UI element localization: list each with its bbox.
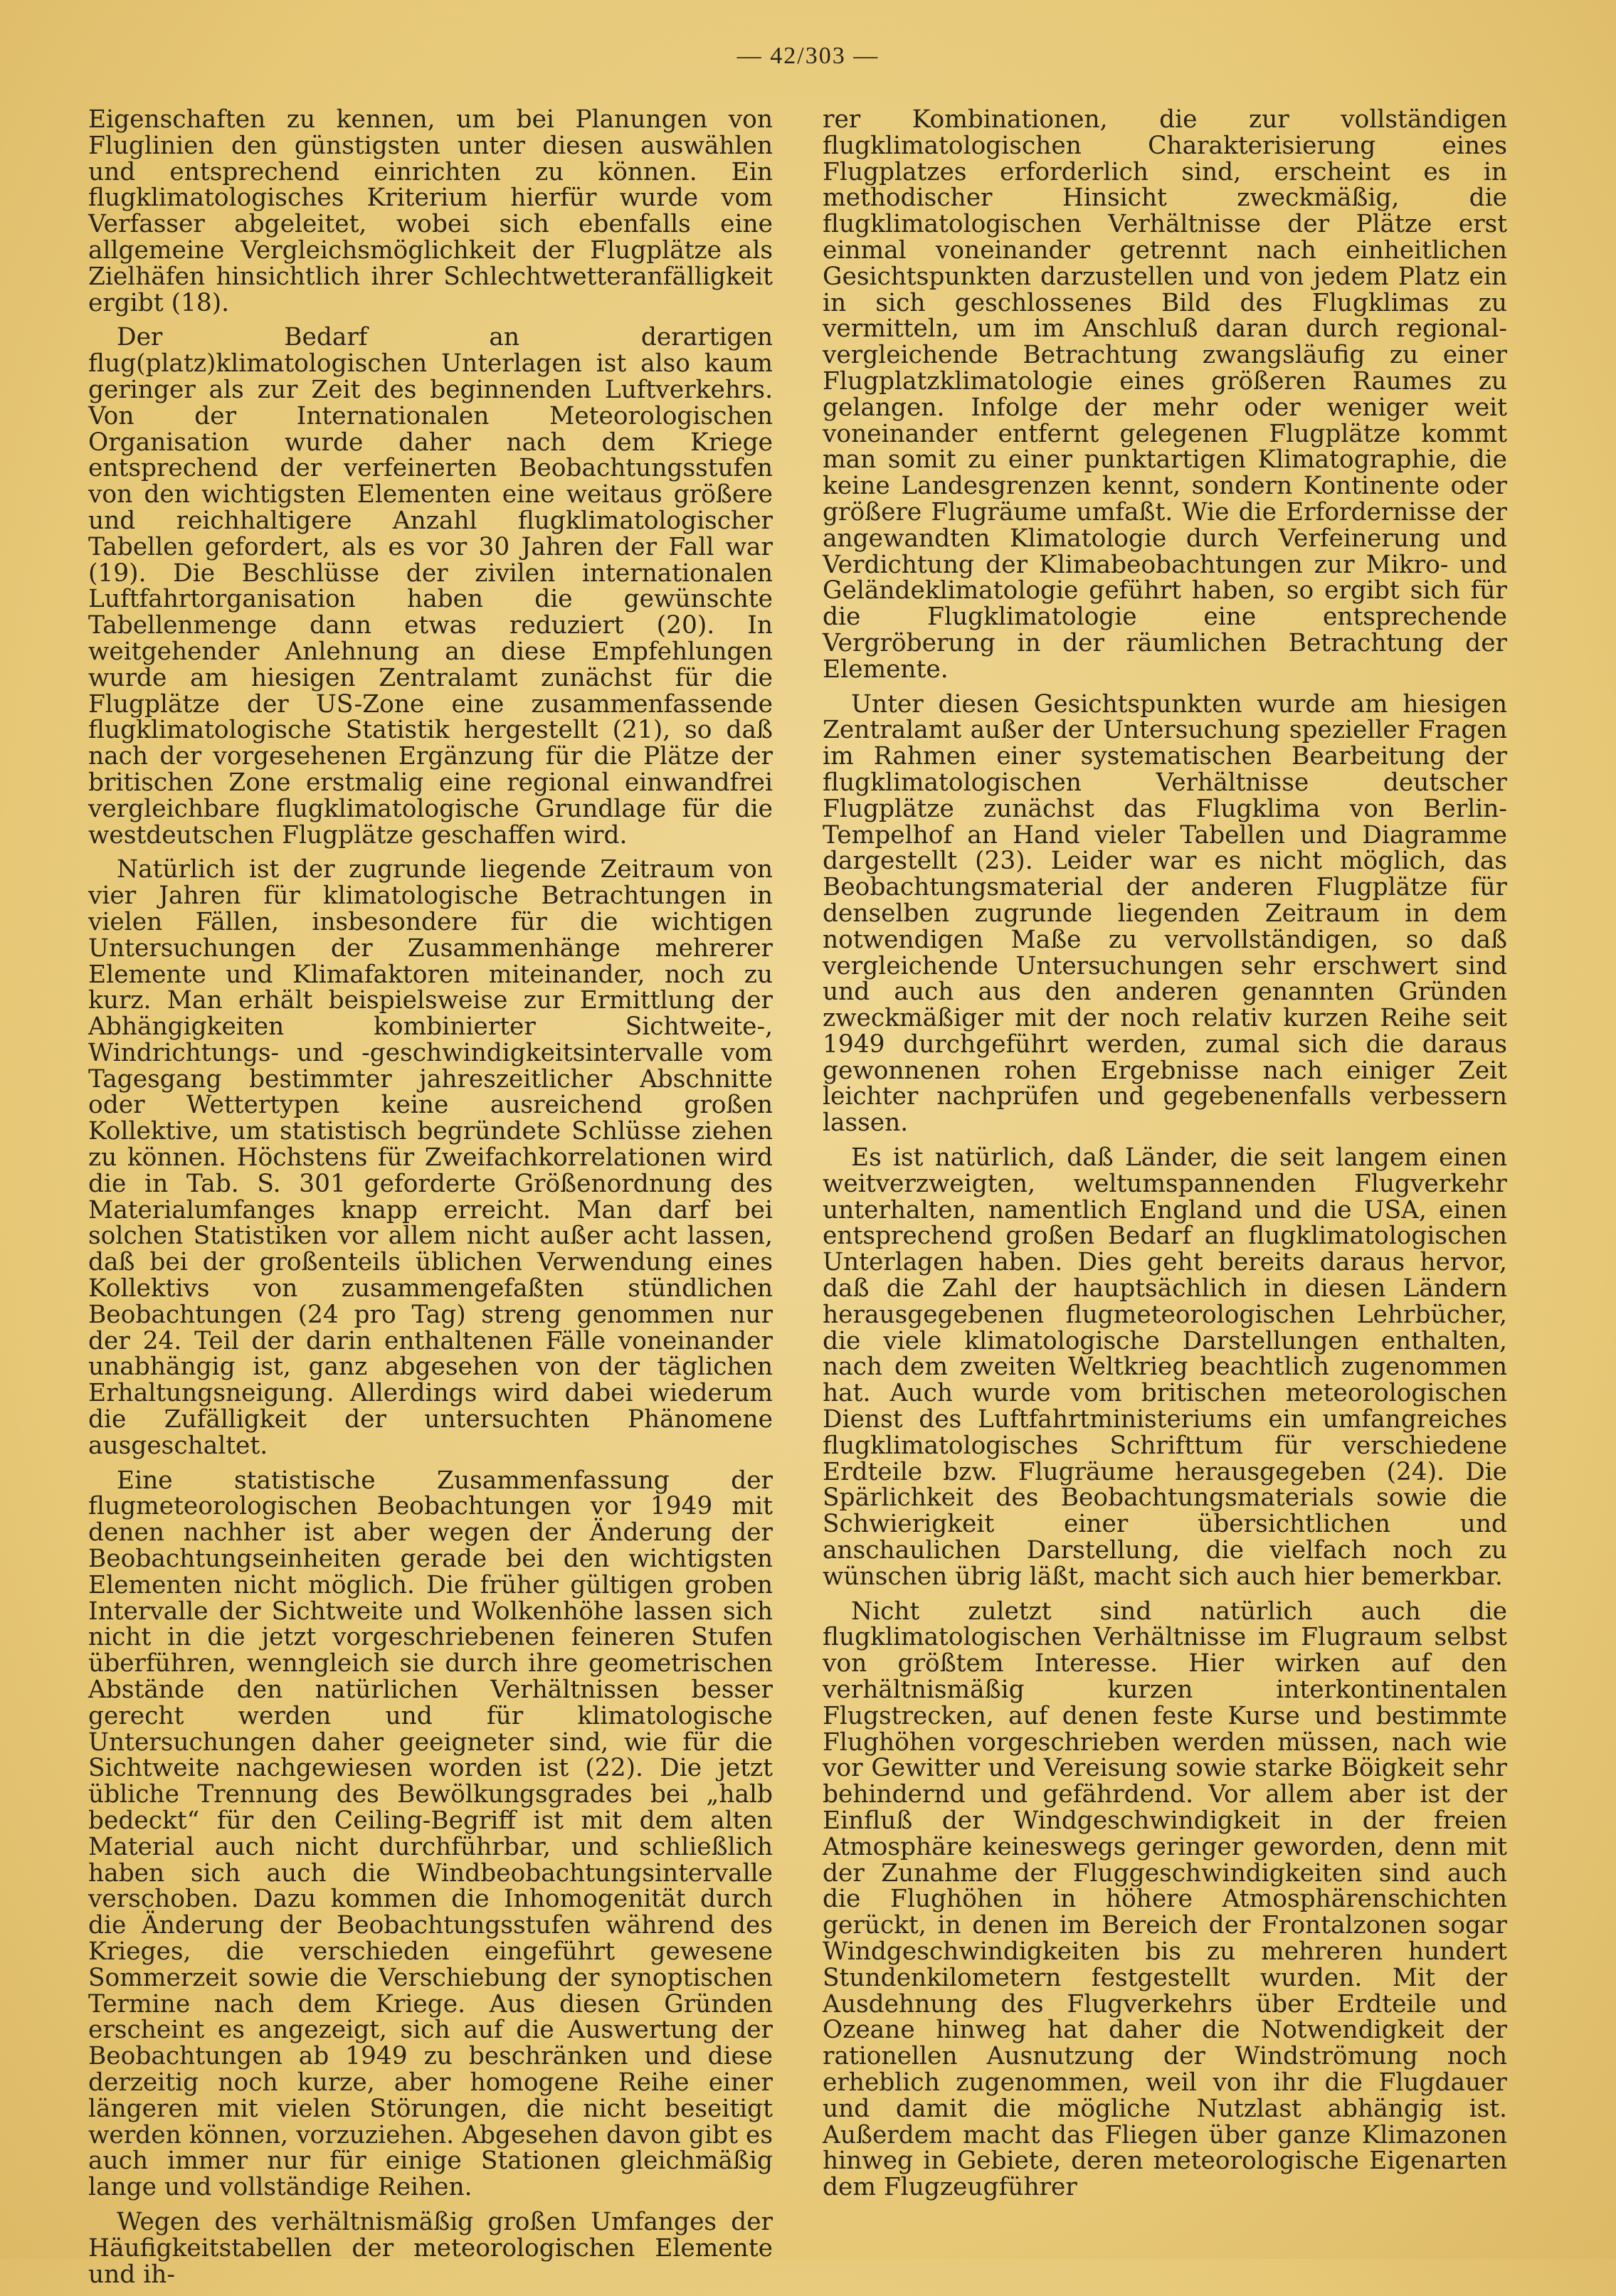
paragraph: Eigenschaften zu kennen, um bei Planungen von Fluglinien den günstigsten unter diesen auswählen und entsprechend einrichten zu können. Ein flugklimatologisches Kriterium hierfür wurde vom Verfasser abgeleitet, wobei sich ebenfalls eine allgemeine Vergleichsmöglichkeit der Flugplätze als Zielhäfen hinsichtlich ihrer Schlechtwetteranfälligkeit ergibt (18). (88, 105, 773, 317)
paragraph: Wegen des verhältnismäßig großen Umfanges der Häufigkeitstabellen der meteorologischen Elemente und ih- (88, 2207, 773, 2289)
left-column (88, 107, 773, 2296)
paragraph: Unter diesen Gesichtspunkten wurde am hiesigen Zentralamt außer der Untersuchung spezieller Fragen im Rahmen einer systematischen Bearbeitung der flugklimatologischen Verhältnisse deutscher Flugplätze zunächst das Flugklima von Berlin-Tempelhof an Hand vieler Tabellen und Diagramme dargestellt (23). Leider war es nicht möglich, das Beobachtungsmaterial der anderen Flugplätze für denselben zugrunde liegenden Zeitraum in dem notwendigen Maße zu vervollständigen, so daß vergleichende Untersuchungen sehr erschwert sind und auch aus den anderen genannten Gründen zweckmäßiger mit der noch relativ kurzen Reihe seit 1949 durchgeführt werden, zumal sich die daraus gewonnenen rohen Ergebnisse nach einiger Zeit leichter nachprüfen und gegebenenfalls verbessern lassen. (823, 689, 1507, 1138)
right-column (823, 107, 1507, 2296)
text-columns (84, 107, 1507, 2296)
paragraph: Der Bedarf an derartigen flug(platz)klimatologischen Unterlagen ist also kaum geringer als zur Zeit des beginnenden Luftverkehrs. Von der Internationalen Meteorologischen Organisation wurde daher nach dem Kriege entsprechend der verfeinerten Beobachtungsstufen von den wichtigsten Elementen eine weitaus größere und reichhaltigere Anzahl flugklimatologischer Tabellen gefordert, als es vor 30 Jahren der Fall war (19). Die Beschlüsse der zivilen internationalen Luftfahrtorganisation haben die gewünschte Tabellenmenge dann etwas reduziert (20). In weitgehender Anlehnung an diese Empfehlungen wurde am hiesigen Zentralamt zunächst für die Flugplätze der US-Zone eine zusammenfassende flugklimatologische Statistik hergestellt (21), so daß nach der vorgesehenen Ergänzung für die Plätze der britischen Zone erstmalig eine regional einwandfrei vergleichbare flugklimatologische Grundlage für die westdeutschen Flugplätze geschaffen wird. (88, 323, 773, 850)
paragraph: Natürlich ist der zugrunde liegende Zeitraum von vier Jahren für klimatologische Betrachtungen in vielen Fällen, insbesondere für die wichtigen Untersuchungen der Zusammenhänge mehrerer Elemente und Klimafaktoren miteinander, noch zu kurz. Man erhält beispielsweise zur Ermittlung der Abhängigkeiten kombinierter Sichtweite-, Windrichtungs- und -geschwindigkeitsintervalle vom Tagesgang bestimmter jahreszeitlicher Abschnitte oder Wettertypen keine ausreichend großen Kollektive, um statistisch begründete Schlüsse ziehen zu können. Höchstens für Zweifachkorrelationen wird die in Tab. S. 301 geforderte Größenordnung des Materialumfanges knapp erreicht. Man darf bei solchen Statistiken vor allem nicht außer acht lassen, daß bei der großenteils üblichen Verwendung eines Kollektivs von zusammengefaßten stündlichen Beobachtungen (24 pro Tag) streng genommen nur der 24. Teil der darin enthaltenen Fälle voneinander unabhängig ist, ganz abgesehen von der täglichen Erhaltungsneigung. Allerdings wird dabei wiederum die Zufälligkeit der untersuchten Phänomene ausgeschaltet. (88, 855, 773, 1460)
paragraph: Es ist natürlich, daß Länder, die seit langem einen weitverzweigten, weltumspannenden Flugverkehr unterhalten, namentlich England und die USA, einen entsprechend großen Bedarf an flugklimatologischen Unterlagen haben. Dies geht bereits daraus hervor, daß die Zahl der hauptsächlich in diesen Ländern herausgegebenen flugmeteorologischen Lehrbücher, die viele klimatologische Darstellungen enthalten, nach dem zweiten Weltkrieg beachtlich zugenommen hat. Auch wurde vom britischen meteorologischen Dienst des Luftfahrtministeriums ein umfangreiches flugklimatologisches Schrifttum für verschiedene Erdteile bzw. Flugräume herausgegeben (24). Die Spärlichkeit des Beobachtungsmaterials sowie die Schwierigkeit einer übersichtlichen und anschaulichen Darstellung, die vielfach noch zu wünschen übrig läßt, macht sich auch hier bemerkbar. (823, 1143, 1507, 1591)
paragraph: rer Kombinationen, die zur vollständigen flugklimatologischen Charakterisierung eines Flugplatzes erforderlich sind, erscheint es in methodischer Hinsicht zweckmäßig, die flugklimatologischen Verhältnisse der Plätze erst einmal voneinander getrennt nach einheitlichen Gesichtspunkten darzustellen und von jedem Platz ein in sich geschlossenes Bild des Flugklimas zu vermitteln, um im Anschluß daran durch regional-vergleichende Betrachtung zwangsläufig zu einer Flugplatzklimatologie eines größeren Raumes zu gelangen. Infolge der mehr oder weniger weit voneinander entfernt gelegenen Flugplätze kommt man somit zu einer punktartigen Klimatographie, die keine Landesgrenzen kennt, sondern Kontinente oder größere Flugräume umfaßt. Wie die Erfordernisse der angewandten Klimatologie durch Verfeinerung und Verdichtung der Klimabeobachtungen zur Mikro- und Geländeklimatologie geführt haben, so ergibt sich für die Flugklimatologie eine entsprechende Vergröberung in der räumlichen Betrachtung der Elemente. (823, 105, 1507, 684)
page-number: — 42/303 — (736, 43, 880, 69)
paragraph: Eine statistische Zusammenfassung der flugmeteorologischen Beobachtungen vor 1949 mit denen nachher ist aber wegen der Änderung der Beobachtungseinheiten gerade bei den wichtigsten Elementen nicht möglich. Die früher gültigen groben Intervalle der Sichtweite und Wolkenhöhe lassen sich nicht in die jetzt vorgeschriebenen feineren Stufen überführen, wenngleich sie durch ihre geometrischen Abstände den natürlichen Verhältnissen besser gerecht werden und für klimatologische Untersuchungen daher geeigneter sind, wie für die Sichtweite nachgewiesen worden ist (22). Die jetzt übliche Trennung des Bewölkungsgrades bei „halb bedeckt“ für den Ceiling-Begriff ist mit dem alten Material auch nicht durchführbar, und schließlich haben sich auch die Windbeobachtungsintervalle verschoben. Dazu kommen die Inhomogenität durch die Änderung der Beobachtungsstufen während des Krieges, die verschieden eingeführt gewesene Sommerzeit sowie die Verschiebung der synoptischen Termine nach dem Kriege. Aus diesen Gründen erscheint es angezeigt, sich auf die Auswertung der Beobachtungen ab 1949 zu beschränken und diese derzeitig noch kurze, aber homogene Reihe einer längeren mit vielen Störungen, die nicht beseitigt werden können, vorzuziehen. Abgesehen davon gibt es auch immer nur für einige Stationen gleichmäßig lange und vollständige Reihen. (88, 1466, 773, 2202)
paragraph: Nicht zuletzt sind natürlich auch die flugklimatologischen Verhältnisse im Flugraum selbst von größtem Interesse. Hier wirken auf den verhältnismäßig kurzen interkontinentalen Flugstrecken, auf denen feste Kurse und bestimmte Flughöhen vorgeschrieben werden müssen, nach wie vor Gewitter und Vereisung sowie starke Böigkeit sehr behindernd und gefährdend. Vor allem aber ist der Einfluß der Windgeschwindigkeit in der freien Atmosphäre keineswegs geringer geworden, denn mit der Zunahme der Fluggeschwindigkeiten sind auch die Flughöhen in höhere Atmosphärenschichten gerückt, in denen im Bereich der Frontalzonen sogar Windgeschwindigkeiten bis zu mehreren hundert Stundenkilometern festgestellt wurden. Mit der Ausdehnung des Flugverkehrs über Erdteile und Ozeane hinweg hat daher die Notwendigkeit der rationellen Ausnutzung der Windströmung noch erheblich zugenommen, weil von ihr die Flugdauer und damit die mögliche Nutzlast abhängig ist. Außerdem macht das Fliegen über ganze Klimazonen hinweg in Gebiete, deren meteorologische Eigenarten dem Flugzeugführer (823, 1597, 1507, 2202)
